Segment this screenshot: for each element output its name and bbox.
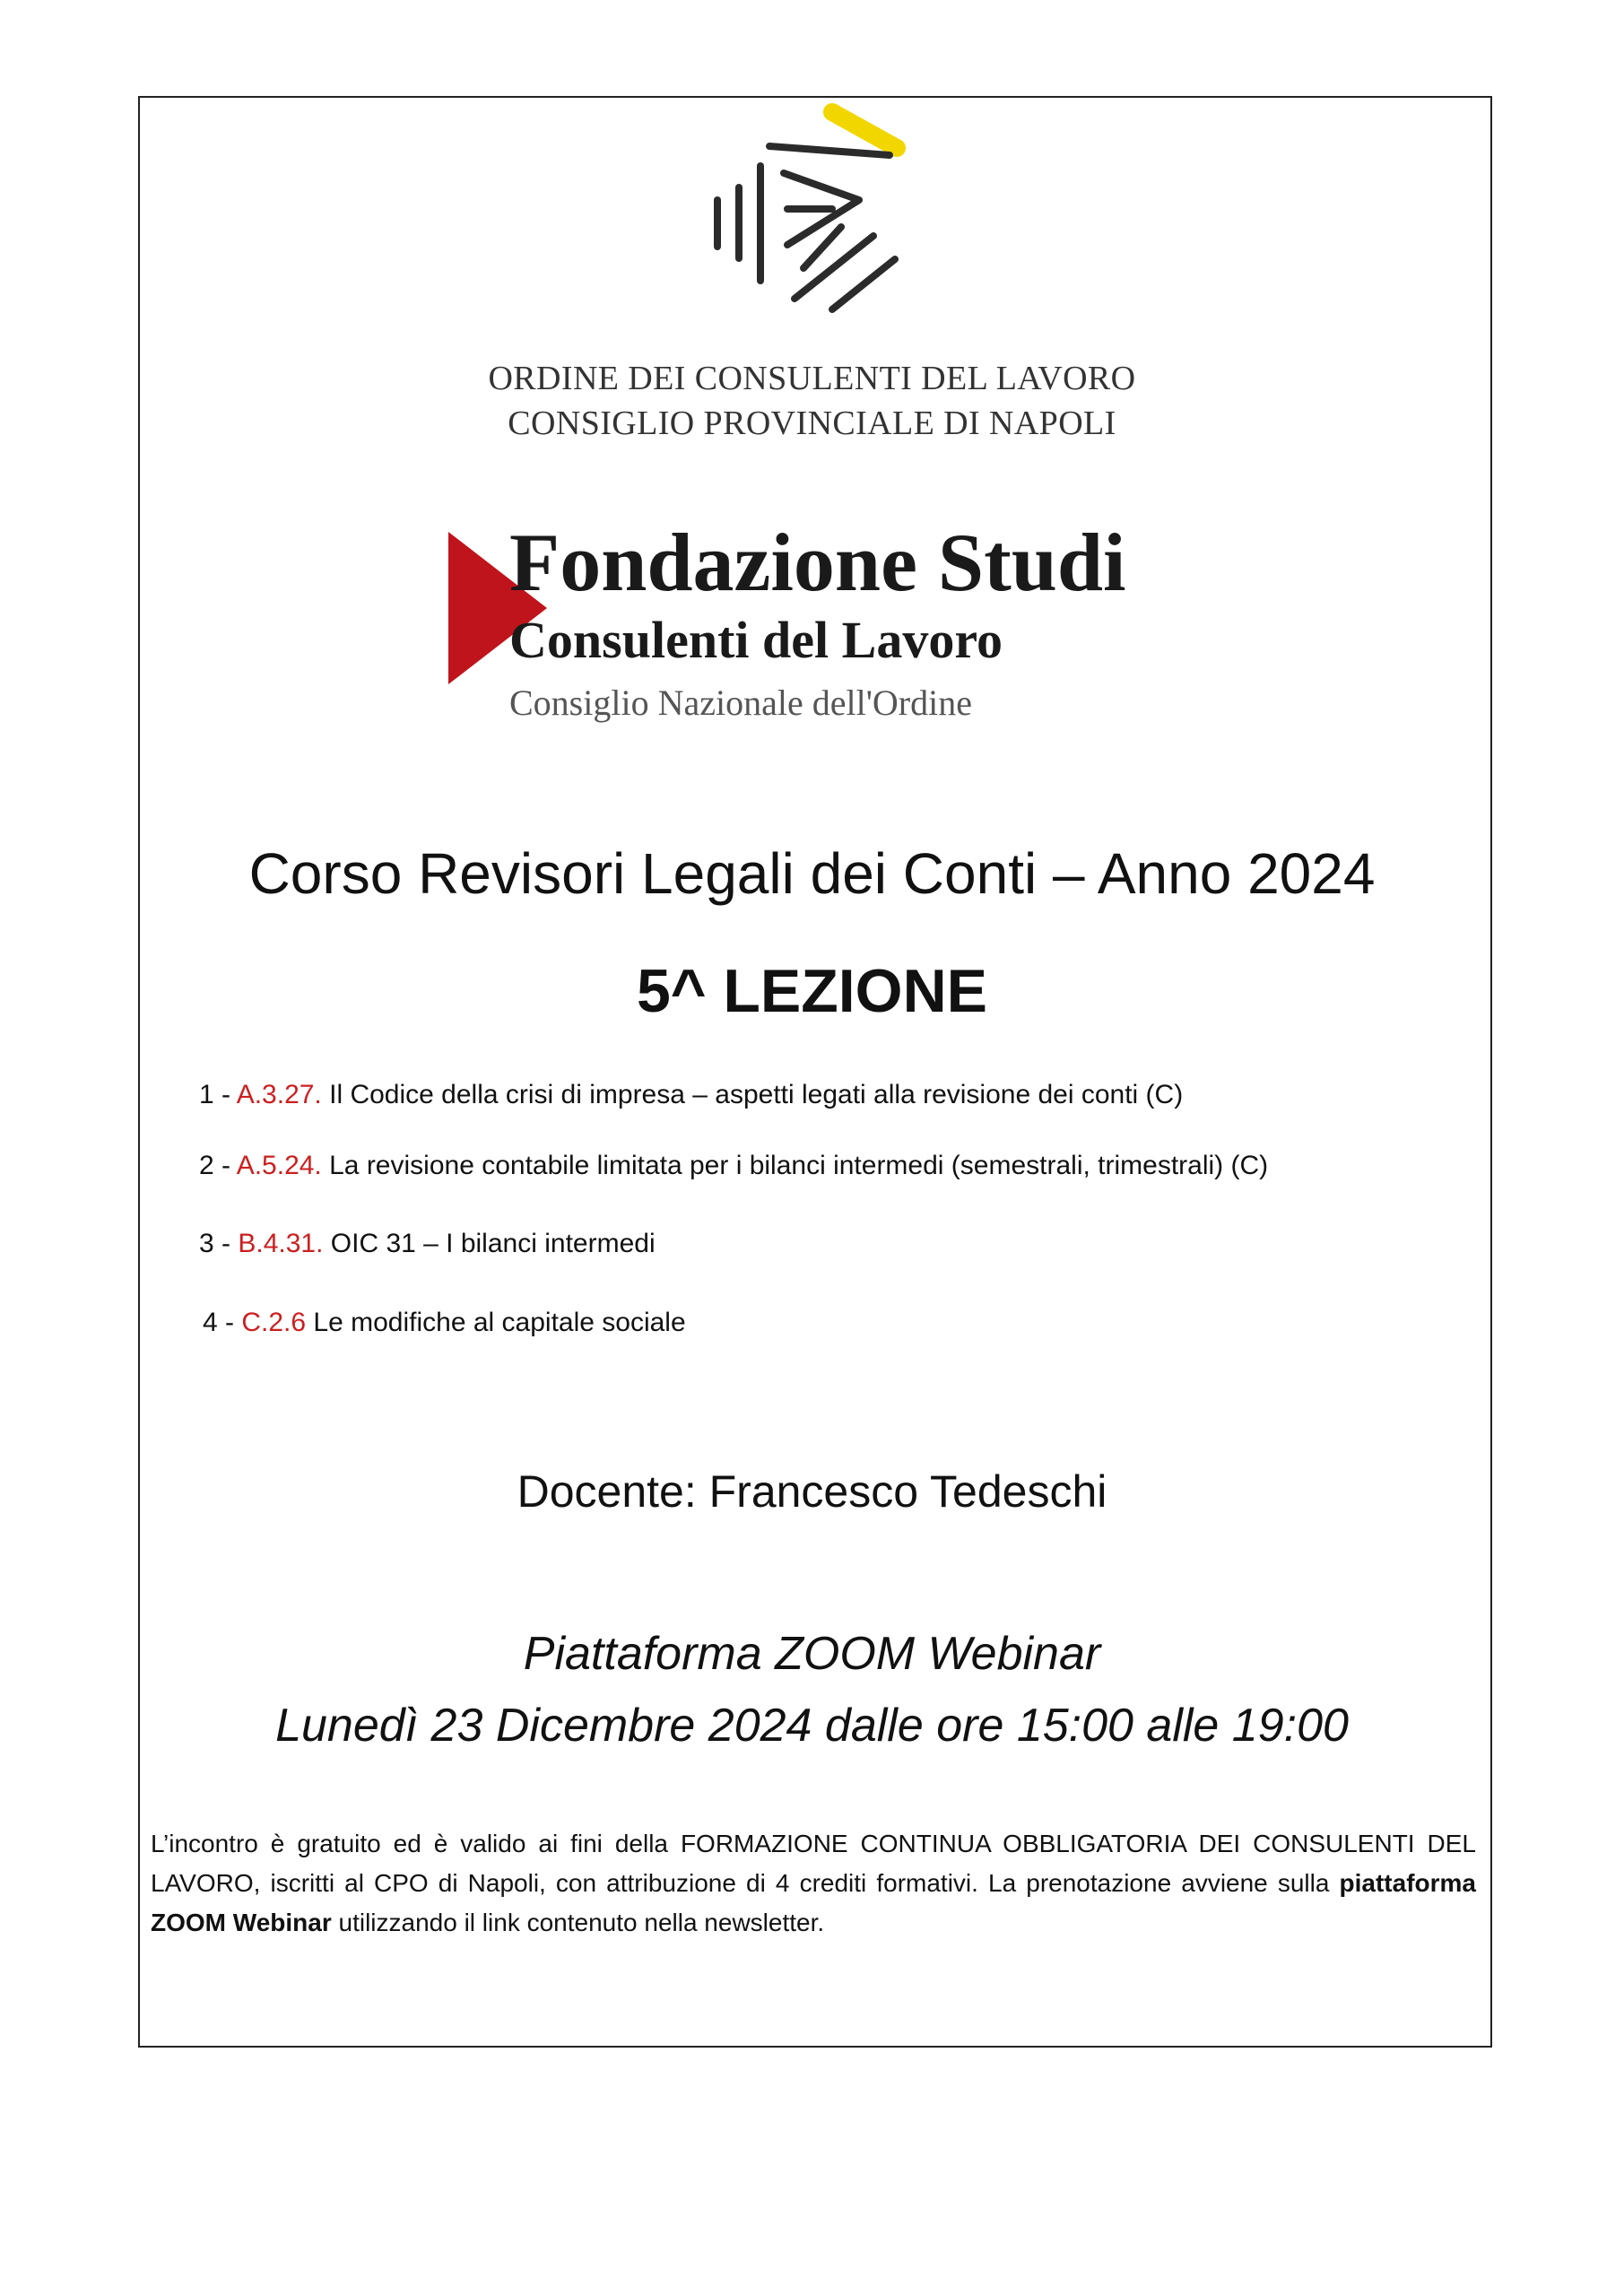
ordine-logo-icon: [698, 101, 931, 335]
topic-item: [199, 1227, 656, 1261]
topic-item: [203, 1306, 686, 1340]
topic-number: 4 -: [203, 1308, 242, 1337]
topic-item: [199, 1078, 1183, 1112]
org-name-line1: ORDINE DEI CONSULENTI DEL LAVORO: [488, 360, 1136, 397]
topic-code: A.3.27.: [236, 1080, 322, 1109]
lesson-title: 5^ LEZIONE: [636, 957, 988, 1025]
topic-text: La revisione contabile limitata per i bilanci intermedi (semestrali, trimestrali) (C): [321, 1151, 1269, 1180]
topic-text: Il Codice della crisi di impresa – aspetti legati alla revisione dei conti (C): [321, 1080, 1184, 1109]
topic-code: B.4.31.: [238, 1229, 324, 1258]
footer-text: L’incontro è gratuito ed è valido ai fini della FORMAZIONE CONTINUA OBBLIGATORIA DEI CONSULENTI DEL LAVORO, iscritti al CPO di Napoli, con attribuzione di 4 crediti formativi. La prenotazione avviene sulla: [151, 1830, 1476, 1897]
topic-text: Le modifiche al capitale sociale: [306, 1308, 686, 1337]
topic-item: [199, 1149, 1268, 1183]
schedule: Lunedì 23 Dicembre 2024 dalle ore 15:00 alle 19:00: [275, 1700, 1349, 1752]
footer-text-end: utilizzando il link contenuto nella newsletter.: [331, 1909, 825, 1936]
topic-number: 1 -: [199, 1080, 237, 1109]
topic-code: C.2.6: [241, 1308, 307, 1337]
topic-number: 2 -: [199, 1151, 237, 1180]
fondazione-title: Fondazione Studi: [509, 517, 1126, 608]
org-name-line2: CONSIGLIO PROVINCIALE DI NAPOLI: [508, 404, 1116, 442]
topic-number: 3 -: [199, 1229, 239, 1258]
footer-note: [151, 1824, 1476, 1943]
course-title: Corso Revisori Legali dei Conti – Anno 2024: [248, 841, 1376, 906]
topic-text: OIC 31 – I bilanci intermedi: [323, 1229, 656, 1258]
topic-code: A.5.24.: [236, 1151, 322, 1180]
teacher: Docente: Francesco Tedeschi: [517, 1466, 1107, 1517]
platform: Piattaforma ZOOM Webinar: [523, 1628, 1101, 1680]
fondazione-subtitle: Consulenti del Lavoro: [509, 611, 1003, 669]
footer-platform: piattaforma ZOOM Webinar: [151, 1869, 1476, 1936]
fondazione-council: Consiglio Nazionale dell'Ordine: [509, 683, 972, 723]
